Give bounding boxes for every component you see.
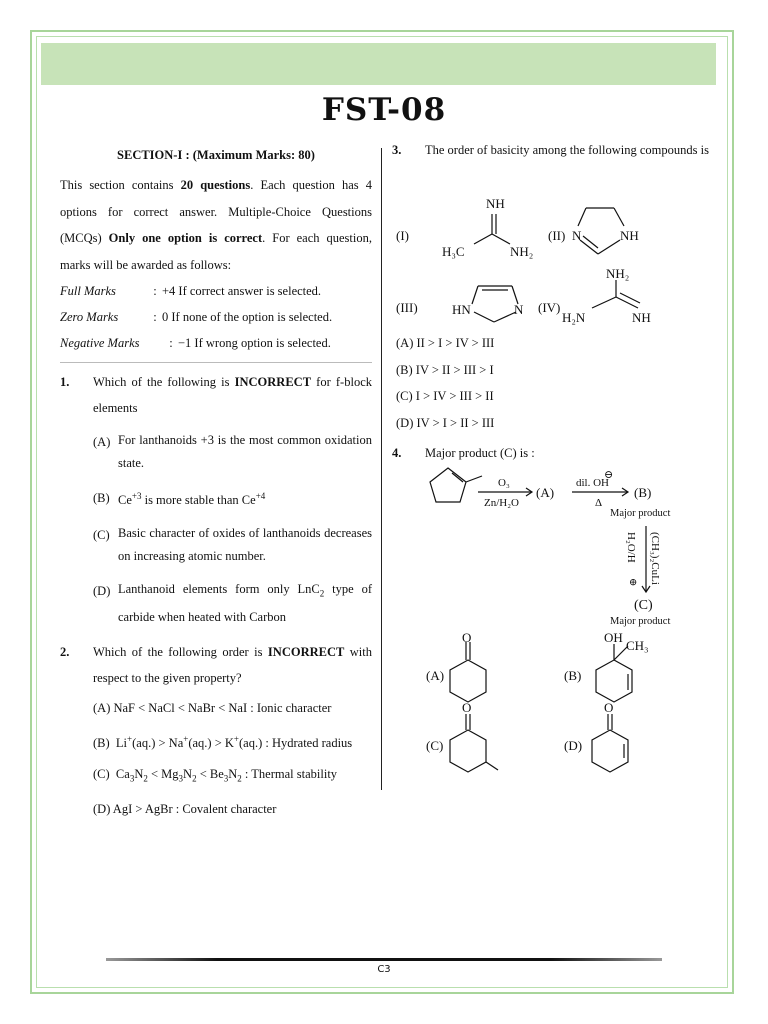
q3-label-iv: (IV) bbox=[538, 300, 561, 315]
q4-c-ring bbox=[450, 730, 486, 772]
q4-option-structures bbox=[392, 630, 722, 788]
q3-iv-atom-nh2: NH₂ bbox=[606, 266, 630, 281]
q3-option-c[interactable]: (C) I > IV > III > II bbox=[396, 389, 494, 403]
q2-option-c[interactable]: (C) $Ca_3N_2 < Mg_3N_2 < Be_3N_2$ : Thermal stability bbox=[93, 766, 338, 784]
section-instructions: This section contains 20 questions. Each question has 4 options for correct answer. Multiple-Choice Questions (MCQs) Only one option is correct. For each question, marks will be awarded as follows: bbox=[60, 178, 372, 272]
q3-ii-bond-5 bbox=[583, 236, 598, 248]
q3-label-iii: (III) bbox=[396, 300, 418, 315]
q3-ii-bond-6 bbox=[598, 240, 620, 254]
q3-i-atom-h3c: H₃C bbox=[442, 244, 465, 259]
q4-option-a-label[interactable]: (A) bbox=[426, 668, 445, 683]
question-4-text: Major product (C) is : bbox=[425, 446, 535, 460]
right-column bbox=[392, 140, 722, 788]
section-heading: SECTION-I : (Maximum Marks: 80) bbox=[117, 148, 315, 162]
q3-structures bbox=[392, 162, 722, 325]
question-1: 1. Which of the following is INCORRECT for f-block elements bbox=[60, 369, 372, 421]
marks-negative: Negative Marks : −1 If wrong option is selected. bbox=[60, 336, 331, 350]
question-1-text: Which of the following is INCORRECT for f-block elements bbox=[93, 375, 372, 415]
header-band bbox=[41, 43, 716, 85]
q3-option-a[interactable]: (A) II > I > IV > III bbox=[396, 336, 495, 350]
q3-iii-bond-5 bbox=[474, 312, 494, 322]
question-4: 4. Major product (C) is : bbox=[392, 440, 722, 466]
q3-i-atom-nh2: NH₂ bbox=[510, 244, 534, 259]
question-3-text: The order of basicity among the following compounds is bbox=[425, 143, 709, 157]
q3-i-atom-nh: NH bbox=[486, 196, 505, 211]
q4-d-atom-o: O bbox=[604, 700, 614, 715]
q4-b-ring bbox=[596, 660, 632, 702]
q3-i-bond-1 bbox=[474, 234, 492, 244]
q3-ii-atom-n: N bbox=[572, 228, 582, 243]
q4-hydroxide-charge: ⊖ bbox=[604, 469, 614, 481]
q3-iv-bond-4 bbox=[620, 293, 640, 303]
left-column bbox=[60, 142, 372, 825]
q3-ii-bond-3 bbox=[614, 208, 624, 226]
q3-i-bond-2 bbox=[492, 234, 510, 244]
q3-iv-bond-3 bbox=[616, 297, 638, 308]
q3-ii-bond-2 bbox=[578, 208, 586, 226]
q3-ii-atom-nh: NH bbox=[620, 228, 639, 243]
footer-rule bbox=[106, 958, 662, 961]
q4-option-d-label[interactable]: (D) bbox=[564, 738, 583, 753]
page-title: FST-08 bbox=[321, 92, 447, 128]
q3-label-i: (I) bbox=[396, 228, 409, 243]
q4-reactant-ring bbox=[430, 468, 466, 502]
question-2-text: Which of the following order is INCORRECT with respect to the given property? bbox=[93, 644, 372, 685]
marks-full: Full Marks : +4 If correct answer is selected. bbox=[60, 284, 322, 298]
q3-ii-bond-4 bbox=[580, 240, 598, 254]
q2-option-d[interactable]: (D) AgI > AgBr : Covalent character bbox=[93, 802, 277, 817]
q4-reaction-scheme bbox=[392, 466, 722, 626]
q4-d-ring bbox=[592, 730, 628, 772]
q4-product-c: (C) bbox=[634, 598, 653, 613]
page-number: C3 bbox=[377, 964, 391, 975]
q4-reagent-2-bottom: Δ bbox=[595, 497, 603, 509]
q4-reagent-1-top: O₃ bbox=[498, 477, 510, 489]
q1-option-b[interactable]: (B) $Ce^{+3}$ is more stable than $Ce^{+4}$ bbox=[93, 491, 266, 508]
q3-iii-bond-6 bbox=[494, 312, 516, 322]
q4-b-atom-ch3: CH₃ bbox=[626, 638, 649, 653]
q3-label-ii: (II) bbox=[548, 228, 566, 243]
q3-iii-atom-n: N bbox=[514, 302, 524, 317]
q4-option-b-label[interactable]: (B) bbox=[564, 668, 582, 683]
q4-reagent-3-left: H₂O/H bbox=[625, 532, 637, 563]
q3-option-b[interactable]: (B) IV > II > III > I bbox=[396, 362, 494, 377]
q4-a-atom-o: O bbox=[462, 630, 472, 645]
question-2: 2. Which of the following order is INCORRECT with respect to the given property? bbox=[60, 639, 372, 691]
marks-zero: Zero Marks : 0 If none of the option is selected. bbox=[60, 310, 333, 324]
q4-a-ring bbox=[450, 660, 486, 702]
q3-iv-bond-2 bbox=[592, 297, 616, 308]
q4-major-product-1: Major product bbox=[610, 508, 671, 519]
q3-options bbox=[392, 330, 722, 436]
q4-major-product-2: Major product bbox=[610, 616, 671, 627]
question-3: 3. The order of basicity among the following compounds is bbox=[392, 140, 722, 160]
q2-option-a[interactable]: (A) NaF < NaCl < NaBr < NaI : Ionic character bbox=[93, 700, 332, 715]
q3-iv-atom-h2n: H₂N bbox=[562, 310, 586, 325]
q4-product-b: (B) bbox=[634, 485, 652, 500]
q4-reagent-3-right: (CH₃)₂CuLi bbox=[649, 532, 661, 585]
q4-reactant-double-bond bbox=[452, 473, 463, 482]
q4-reactant-methyl bbox=[466, 476, 482, 482]
q1-option-d[interactable]: (D) Lanthanoid elements form only LnC$_2$ type of carbide when heated with Carbon bbox=[93, 582, 372, 624]
q4-c-atom-o: O bbox=[462, 700, 472, 715]
q4-c-methyl bbox=[486, 762, 498, 770]
q4-reagent-1-bottom: Zn/H₂O bbox=[484, 497, 519, 509]
q4-option-c-label[interactable]: (C) bbox=[426, 738, 444, 753]
q4-b-atom-oh: OH bbox=[604, 630, 623, 645]
q3-iii-bond-1 bbox=[472, 286, 478, 304]
q4-proton-charge: ⊕ bbox=[627, 578, 638, 587]
q1-option-c[interactable]: (C) Basic character of oxides of lanthanoids decreases on increasing atomic number. bbox=[93, 526, 372, 564]
q1-option-a[interactable]: (A) For lanthanoids +3 is the most common oxidation state. bbox=[93, 433, 372, 470]
q4-reagent-2-top: dil. OH bbox=[576, 477, 609, 489]
q4-product-a: (A) bbox=[536, 485, 555, 500]
q3-iii-atom-hn: HN bbox=[452, 302, 471, 317]
q3-option-d[interactable]: (D) IV > I > II > III bbox=[396, 415, 495, 430]
column-divider bbox=[381, 148, 382, 790]
q2-option-b[interactable]: (B) Li+(aq.) > Na+(aq.) > K+(aq.) : Hydrated radius bbox=[93, 733, 353, 750]
q3-iv-atom-nh: NH bbox=[632, 310, 651, 325]
